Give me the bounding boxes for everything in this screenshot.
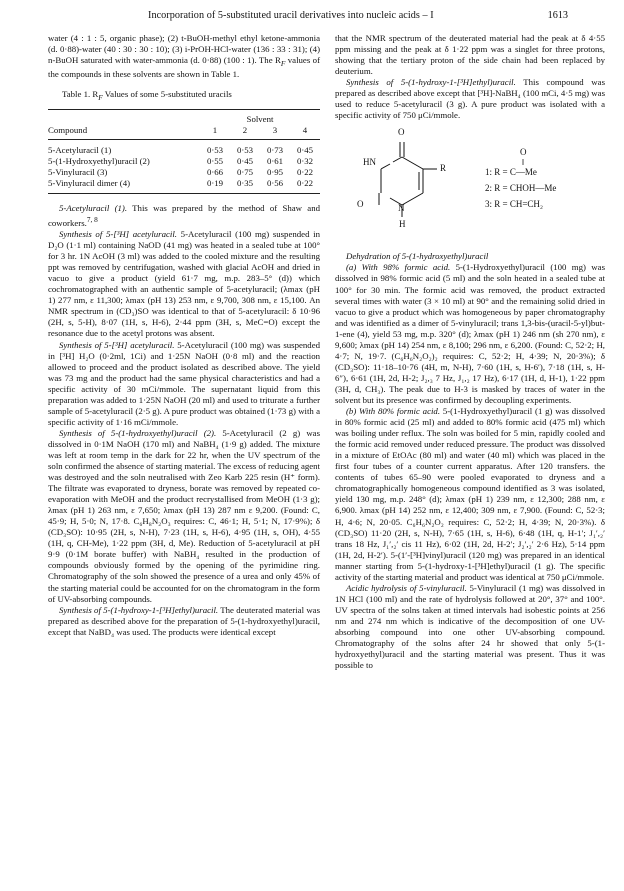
table-row bbox=[48, 167, 320, 178]
atom-label-r: R bbox=[440, 163, 447, 174]
paragraph: Synthesis of 5-(1-hydroxy-1-[³H]ethyl)uracil. The deuterated material was prepared as described above for the preparation of 5-(1-hydroxyethyl)uracil, except that NaBD₄ was used. The products were identical except bbox=[48, 604, 320, 637]
atom-label-o-bottom: O bbox=[357, 199, 364, 210]
solvent-header: Solvent bbox=[200, 109, 320, 125]
value-cell: 0·19 bbox=[200, 178, 230, 194]
atom-label-h: H bbox=[399, 219, 406, 230]
table-row bbox=[48, 156, 320, 167]
paragraph: Synthesis of 5-(1-hydroxy-1-[³H]ethyl)uracil. This compound was prepared as described above except that [³H]-NaBH₄ (100 mCi, 4·5 mg) was used to reduce 5-acetyluracil (3 g). A pure product was isolated with a specific activity of 750 μCi/mmole. bbox=[335, 77, 605, 121]
r-definition-3: 3: R = CH=CH₂ bbox=[485, 199, 544, 210]
paragraph-title: 5-Acetyluracil (1). bbox=[59, 203, 128, 214]
value-cell: 0·53 bbox=[206, 144, 224, 155]
value-cell: 0·55 bbox=[206, 155, 224, 166]
page-number: 1613 bbox=[547, 10, 568, 21]
paragraph: Synthesis of 5-[³H] acetyluracil. 5-Acetyluracil (100 mg) was suspended in [³H] H₂O (0·2ml, 1Ci) and 1·25N NaOH (0·8 ml) and the reaction allowed to proceed and the product isolated as described above. The yield was 73 mg and the product had the same physical characteristics and had a specific activity of 30 mCi/mmole. The supernatant liquid from this preparation was added to 1·25N NaOH (20 ml) and used to triturate a further sample of 5-acetyluracil (2·5 g). A pure product was obtained (1·73 g) with a specific activity of 1·16 mCi/mmole. bbox=[48, 339, 320, 427]
compound-cell: 5-(1-Hydroxyethyl)uracil (2) bbox=[48, 155, 150, 166]
paragraph-title: (b) With 80% formic acid. bbox=[346, 406, 441, 417]
paragraph-title: Synthesis of 5-(1-hydroxyethyl)uracil (2). bbox=[59, 427, 217, 438]
column-header: 4 bbox=[290, 125, 320, 140]
paragraph-title: Synthesis of 5-[³H] acetyluracil. bbox=[59, 339, 175, 350]
r-definition-2: 2: R = CHOH—Me bbox=[485, 183, 557, 194]
value-cell: 0·32 bbox=[296, 155, 314, 166]
atom-label-o-top: O bbox=[398, 127, 405, 138]
value-cell: 0·35 bbox=[230, 178, 260, 194]
paragraph: Synthesis of 5-[³H] acetyluracil. 5-Acetyluracil (100 mg) suspended in D₂O (1·1 ml) containing NaOD (41 mg) was heated in a sealed tube at 100° for 3 hr. 1N AcOH (3 ml) was added to the cooled mixture and the resulting ppt was removed by centrifugation, washed with glacial AcOH and dried in vacuo to give a product (yield 61·7 mg, m.p. 283–5° (d)) which cochromatographed with an authentic sample of 5-acetyluracil; (λmax (pH 1) 277 nm, ε 11,300; λmax (pH 13) 253 nm, ε 9,700, 308 nm, ε 15,100. An NMR spectrum in (CD₃)SO was identical to that of 5-acetyluracil: δ 10·96 (2H, s, 5-H), 8·07 (1H, s, H-6), 2·44 ppm (3H, s, MeC=O) except the resonance due to the acetyl protons was absent. bbox=[48, 229, 320, 339]
paragraph-title: Synthesis of 5-(1-hydroxy-1-[³H]ethyl)uracil. bbox=[59, 604, 219, 615]
paragraph-title: (a) With 98% formic acid. bbox=[346, 262, 451, 273]
running-head bbox=[0, 10, 624, 26]
section-heading: Dehydration of 5-(1-hydroxyethyl)uracil bbox=[346, 251, 489, 262]
running-head-title: Incorporation of 5-substituted uracil derivatives into nucleic acids – I bbox=[148, 10, 434, 21]
atom-label-n: N bbox=[398, 203, 405, 214]
paragraph: water (4 : 1 : 5, organic phase); (2) t-BuOH-methyl ethyl ketone-ammonia (d. 0·88)-water (40 : 30 : 30 : 10); (3) i-PrOH-HCl-water (136 : 33 : 31); (4) n-BuOH saturated with water-ammonia (d. 0·88) (100 : 1). The $R_F$ values of the compounds in these solvents are shown in Table 1. bbox=[48, 33, 320, 79]
uracil-structure-figure bbox=[335, 127, 605, 247]
compound-cell: 5-Vinyluracil (3) bbox=[48, 166, 108, 177]
column-header: 1 bbox=[200, 125, 230, 140]
right-column bbox=[335, 33, 605, 671]
compound-cell: 5-Acetyluracil (1) bbox=[48, 144, 112, 155]
table-caption: Table 1. $R_F$ Values of some 5-substituted uracils bbox=[62, 88, 232, 102]
table-row bbox=[48, 139, 320, 156]
value-cell: 0·75 bbox=[236, 166, 254, 177]
paragraph: 5-Acetyluracil (1). This was prepared by the method of Shaw and coworkers.$^{7, 8}$ bbox=[48, 203, 320, 228]
paragraph: Synthesis of 5-(1-hydroxyethyl)uracil (2). 5-Acetyluracil (2 g) was dissolved in 0·1M NaOH (170 ml) and NaBH₄ (1·9 g) added. The mixture was left at room temp in the dark for 22 hr, when the UV spectrum of the soln confirmed the absence of starting material. The excess of reducing agent was destroyed and the soln neutralised with Zeo Karb 225 resin (H⁺ form). The filtrate was evaporated to dryness, borate was removed by repeated co-evaporation with MeOH and the product recrystallised from MeOH (1·3 g); λmax (pH 1) 263 nm, ε 7,650; λmax (pH 13) 287 nm ε 9,200. (Found: C, 45·9; H, 5·0; N, 17·8. C₆H₈N₂O₃ requires: C, 46·1; H, 5·1; N, 17·9%); δ (CD₃SO): 10·95 (2H, s, N-H), 7·23 (1H, s, H-6), 4·95 (1H, s, OH), 4·55 (1H, q, CH-Me), 1·22 ppm (3H, d, Me). Reduction of 5-acetyluracil at pH 9·9 (0·1M borate buffer) with NaBH₄ resulted in the production of compounds obviously formed by the opening of the pyrimidine ring. Chromatography of the soln showed the presence of a urea and only 45% of the starting material could be accounted for on the chromatogram in the form of UV-absorbing compounds. bbox=[48, 427, 321, 604]
value-cell: 0·45 bbox=[296, 144, 314, 155]
value-cell: 0·45 bbox=[236, 155, 254, 166]
column-header: 2 bbox=[230, 125, 260, 140]
paragraph: (b) With 80% formic acid. 5-(1-Hydroxyethyl)uracil (1 g) was dissolved in 80% formic acid (25 ml) and added to 80% formic acid (475 ml) which was boiling under reflux. The soln was boiled for 5 min, rapidly cooled and the formic acid removed under reduced pressure. The product was dissolved in a mixture of EtOAc (80 ml) and water (40 ml) which was placed in the first four tubes of a counter current apparatus. After 120 transfers. the contents of tubes 65–90 were pooled evaporated to dryness and a chromatographically homogeneous compound identified as 3 was isolated, yield 130 mg, m.p. 248° (d); λmax (pH 1) 239 nm, ε 12,300; 288 nm, ε 6,900. λmax (pH 14) 252 nm, ε 12,400; 309 nm, ε 7,900. (Found: C, 52·3; H, 4·6; N, 20·05. C₆H₆N₂O₂ requires: C, 52·2; H, 4·39; N, 20·3%). δ (CD₃SO) 11·20 (2H, s, N-H), 7·65 (1H, s, H-6), 6·48 (1H, q, H-1′; J₁′,₂′ trans 18 Hz, J₁′,₂′ cis 11 Hz), 6·02 (1H, 2d, H-2′; J₂′,₂′ 2·6 Hz), 5·14 ppm (1H, 2d, H-2′). 5-(1′-[³H]vinyl)uracil (120 mg) was prepared in an identical manner starting from 5-(1-hydroxy-1-[³H]ethyl)uracil (1 g). The specific activity of the starting material and product was identical at 750 μCi/mmole. bbox=[335, 406, 605, 582]
compound-cell: 5-Vinyluracil dimer (4) bbox=[48, 178, 200, 194]
value-cell: 0·73 bbox=[266, 144, 284, 155]
value-cell: 0·56 bbox=[260, 178, 290, 194]
rf-values-table bbox=[48, 109, 320, 194]
atom-label-hn: HN bbox=[363, 157, 376, 168]
paragraph-title: Acidic hydrolysis of 5-vinyluracil. bbox=[346, 582, 467, 593]
paragraph: Acidic hydrolysis of 5-vinyluracil. 5-Vinyluracil (1 mg) was dissolved in 1N HCl (100 ml) and the rate of hydrolysis followed at 20°, 37° and 100°. UV spectra of the solns taken at timed intervals had isobestic points at 256 nm and 274 nm which is indicative of the decomposition of one UV-absorbing compound into one other UV-absorbing compound. Chromatography of the solns after 24 hr showed that only 5-(1-hydroxyethyl)uracil and the starting material was present. Thus it was possible to bbox=[335, 582, 606, 671]
paragraph: that the NMR spectrum of the deuterated material had the peak at δ 4·55 ppm missing and the peak at δ 1·22 ppm was a singlet for three protons, showing that the tertiary proton of the side chain had been replaced by deuterium. bbox=[335, 33, 605, 77]
value-cell: 0·22 bbox=[290, 178, 320, 194]
value-cell: 0·53 bbox=[236, 144, 254, 155]
paragraph-title: Synthesis of 5-(1-hydroxy-1-[³H]ethyl)uracil. bbox=[346, 77, 516, 88]
double-bond-mark: ‖ bbox=[522, 158, 525, 168]
column-header: 3 bbox=[260, 125, 290, 140]
table-row bbox=[48, 178, 320, 194]
r-definition-1-oxygen: O bbox=[520, 147, 527, 158]
paragraph: (a) With 98% formic acid. 5-(1-Hydroxyethyl)uracil (100 mg) was dissolved in 98% formic acid (5 ml) and the soln heated in a sealed tube at 100° for 30 min. The formic acid was removed, the product extracted several times with water (3 × 10 ml) at 90° and the remaining solid dried in vacuo to give a product which was homogeneous by paper chromatography and was identified as a dimer of 5-vinyluracil; trans 1,3-bis-(uracil-5-yl)but-1-ene (4), yield 53 mg, m.p. 320° (d); λmax (pH 1) 246 nm (sh 270 nm), ε 9,600; λmax (pH 14) 254 nm, ε 8,100; 296 nm, ε 6,200. (Found: C, 52·2; H, 4·7; N, 19·7. (C₆H₆N₂O₂)₂ requires: C, 52·2; H, 4·39; N, 20·3%); δ (CD₃SO): 11·18–10·76 (4H, m, N-H), 7·60 (1H, s, H-6′), 7·18 (1H, s, H-6″), 6·61 (1H, 2d, H-2; J₂,₃ 7 Hz, J₁,₂ 17 Hz), 6·17 (1H, d, H-1), 1·22 ppm (3H, d, CH₃). The peak due to H-3 is masked by traces of water in the solvent but its presence was confirmed by decoupling experiments. bbox=[335, 262, 605, 405]
r-definition-1: 1: R = C—Me bbox=[485, 167, 537, 178]
value-cell: 0·95 bbox=[266, 166, 284, 177]
value-cell: 0·22 bbox=[296, 166, 314, 177]
compound-header: Compound bbox=[48, 125, 200, 140]
paragraph-title: Synthesis of 5-[³H] acetyluracil. bbox=[59, 229, 177, 240]
left-column bbox=[48, 33, 320, 638]
value-cell: 0·66 bbox=[206, 166, 224, 177]
value-cell: 0·61 bbox=[266, 155, 284, 166]
